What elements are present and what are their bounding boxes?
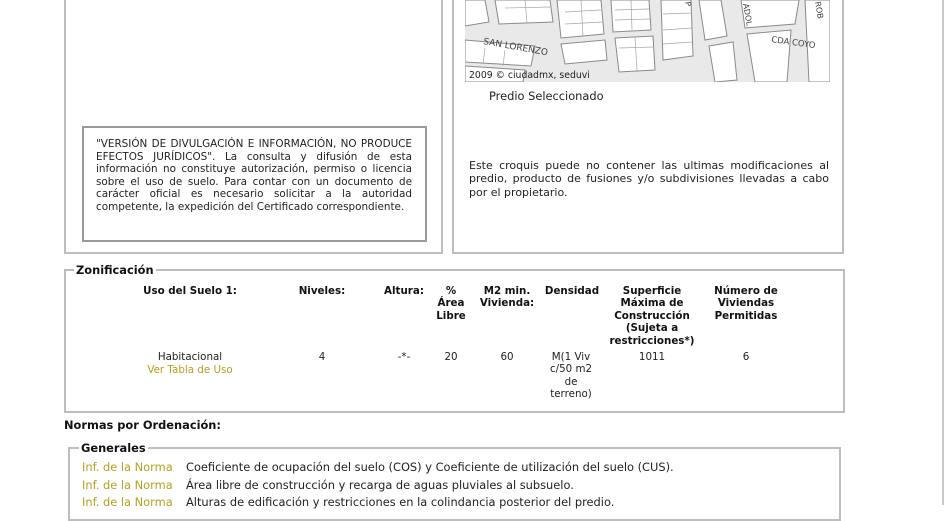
norma-link[interactable]: Inf. de la Norma: [82, 460, 173, 474]
generales-legend: Generales: [81, 441, 146, 455]
header-niveles: Niveles:: [298, 285, 346, 297]
norma-text: Área libre de construcción y recarga de aguas pluviales al subsuelo.: [186, 478, 574, 492]
map-street-label: P: [683, 0, 693, 8]
map-disclaimer: Este croquis puede no contener las ultimas modificaciones al predio, producto de fusiones y/o subdivisiones llevadas a cabo por el propietario.: [469, 159, 829, 199]
header-numero-viviendas: Número de Viviendas Permitidas: [714, 285, 778, 322]
norma-row: [82, 495, 614, 509]
norma-link[interactable]: Inf. de la Norma: [82, 495, 173, 509]
zonificacion-legend: Zonificación: [76, 263, 154, 277]
norma-link[interactable]: Inf. de la Norma: [82, 478, 173, 492]
value-superficie: 1011: [638, 351, 666, 363]
header-altura: Altura:: [384, 285, 424, 297]
header-area-libre: % Área Libre: [436, 285, 466, 322]
map-street-label: ADOL: [741, 2, 754, 27]
header-m2-vivienda: M2 min. Vivienda:: [479, 285, 535, 310]
norma-row: [82, 478, 574, 492]
value-densidad: M(1 Viv c/50 m2 de terreno): [549, 351, 593, 401]
normas-title: Normas por Ordenación:: [64, 418, 221, 432]
header-densidad: Densidad: [544, 285, 600, 297]
ver-tabla-uso-link[interactable]: Ver Tabla de Uso: [147, 364, 233, 376]
map-caption: Predio Seleccionado: [489, 89, 604, 103]
header-uso-suelo: Uso del Suelo 1:: [143, 285, 237, 297]
page-edge: [942, 0, 944, 505]
norma-row: [82, 460, 674, 474]
norma-text: Coeficiente de ocupación del suelo (COS) y Coeficiente de utilización del suelo (CUS).: [186, 460, 674, 474]
map-copyright: 2009 © ciudadmx, seduvi: [469, 70, 590, 81]
value-numero-viviendas: 6: [742, 351, 750, 363]
value-niveles: 4: [318, 351, 326, 363]
norma-text: Alturas de edificación y restricciones en la colindancia posterior del predio.: [186, 495, 615, 509]
value-uso-suelo: Habitacional: [157, 351, 223, 363]
value-area-libre: 20: [444, 351, 458, 363]
header-superficie: Superficie Máxima de Construcción (Sujeta a restricciones*): [609, 285, 695, 347]
map-street-label: CDA COYO: [770, 35, 816, 52]
map-street-label: ROB: [813, 0, 825, 20]
value-altura: -*-: [397, 351, 411, 363]
map-street-label: SAN LORENZO: [482, 37, 549, 59]
disclaimer-box: "VERSIÓN DE DIVULGACIÓN E INFORMACIÓN, NO PRODUCE EFECTOS JURÍDICOS". La consulta y difusión de esta información no constituye autorización, permiso o licencia sobre el uso de suelo. Para contar con un documento de carácter oficial es necesario solicitar a la autoridad competente, la expedición del Certificado correspondiente.: [82, 126, 427, 242]
value-m2-vivienda: 60: [500, 351, 514, 363]
